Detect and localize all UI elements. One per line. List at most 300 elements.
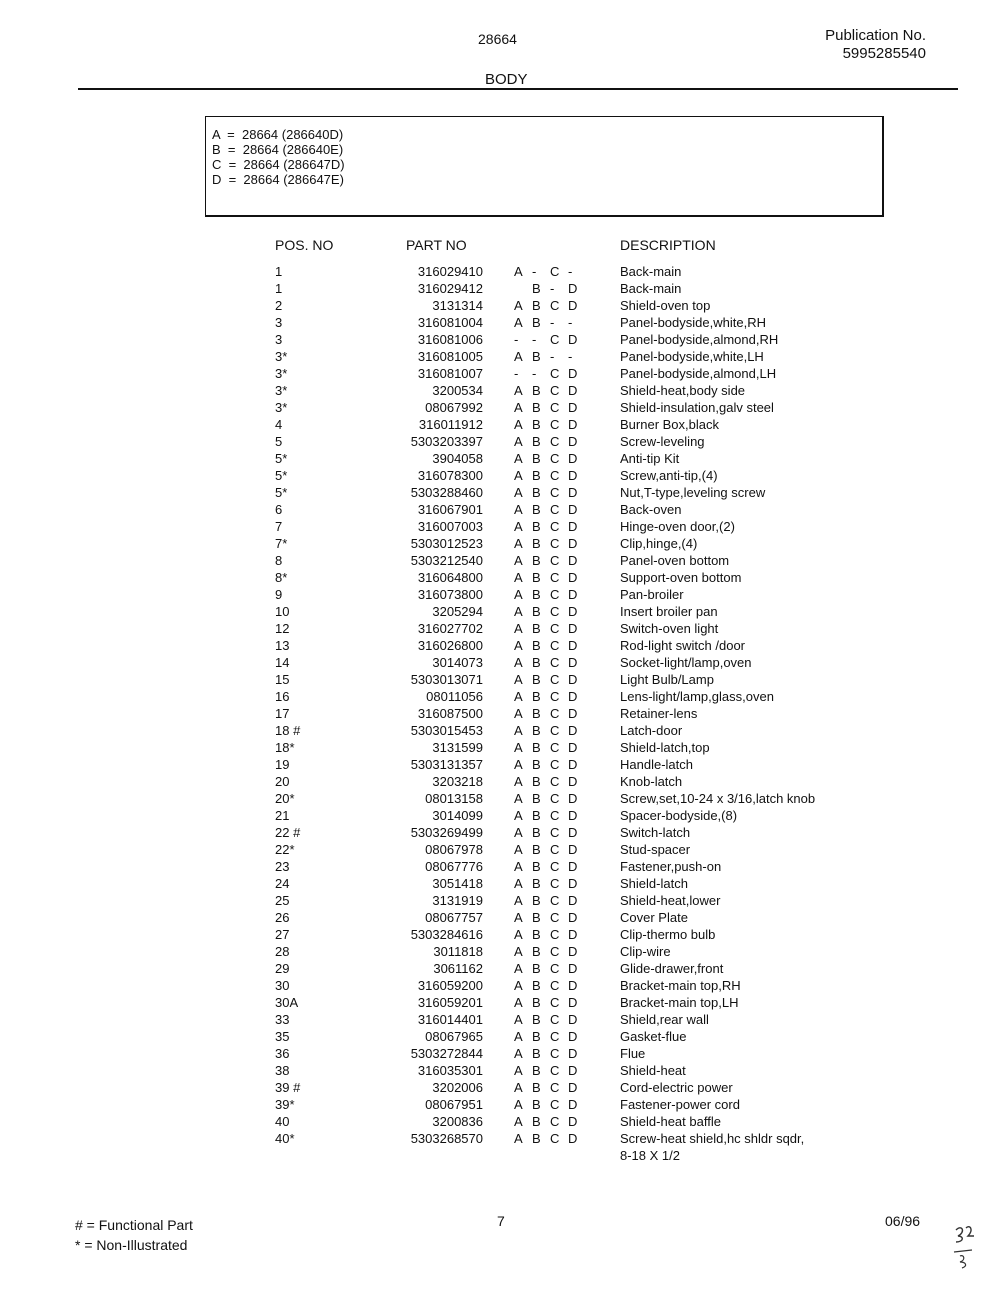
model-flag: C bbox=[550, 655, 560, 670]
model-flag: B bbox=[532, 706, 541, 721]
model-flag: D bbox=[568, 1012, 578, 1027]
part-description: Flue bbox=[620, 1046, 646, 1061]
model-flag: A bbox=[514, 791, 523, 806]
pos-number: 3* bbox=[275, 383, 288, 398]
model-flag: D bbox=[568, 910, 578, 925]
pos-number: 21 bbox=[275, 808, 290, 823]
model-flag: D bbox=[568, 842, 578, 857]
model-flag: A bbox=[514, 927, 523, 942]
part-description: Spacer-bodyside,(8) bbox=[620, 808, 738, 823]
non-illustrated-note: * = Non-Illustrated bbox=[75, 1237, 188, 1253]
part-description: Screw-leveling bbox=[620, 434, 705, 449]
model-flag: A bbox=[514, 1097, 523, 1112]
model-flag: C bbox=[550, 638, 560, 653]
model-flag: C bbox=[550, 417, 560, 432]
part-number: 3203218 bbox=[432, 774, 483, 789]
part-description: Cover Plate bbox=[620, 910, 688, 925]
model-flag: C bbox=[550, 1097, 560, 1112]
part-number: 3014099 bbox=[432, 808, 483, 823]
model-applicability bbox=[514, 433, 586, 450]
model-flag: C bbox=[550, 706, 560, 721]
part-description: Shield-heat baffle bbox=[620, 1114, 721, 1129]
part-number: 5303288460 bbox=[410, 485, 483, 500]
model-flag: D bbox=[568, 298, 578, 313]
model-flag: A bbox=[514, 825, 523, 840]
model-flag: A bbox=[514, 808, 523, 823]
model-applicability bbox=[514, 688, 586, 705]
model-flag: C bbox=[550, 1080, 560, 1095]
model-applicability bbox=[514, 297, 586, 314]
part-number: 5303203397 bbox=[410, 434, 483, 449]
table-row bbox=[0, 637, 1000, 654]
model-flag: D bbox=[568, 383, 578, 398]
model-flag: A bbox=[514, 1046, 523, 1061]
table-row bbox=[0, 1113, 1000, 1130]
model-flag: B bbox=[532, 961, 541, 976]
pos-number: 36 bbox=[275, 1046, 290, 1061]
model-flag: A bbox=[514, 740, 523, 755]
model-flag: C bbox=[550, 1131, 560, 1146]
model-flag: C bbox=[550, 825, 560, 840]
model-flag: D bbox=[568, 1046, 578, 1061]
model-flag: A bbox=[514, 944, 523, 959]
publication-number: 5995285540 bbox=[842, 45, 926, 62]
table-row bbox=[0, 1096, 1000, 1113]
model-applicability bbox=[514, 722, 586, 739]
model-flag: B bbox=[532, 1029, 541, 1044]
table-row bbox=[0, 875, 1000, 892]
model-flag: B bbox=[532, 1012, 541, 1027]
model-flag: B bbox=[532, 621, 541, 636]
model-applicability bbox=[514, 977, 586, 994]
table-row-continuation bbox=[0, 1147, 1000, 1164]
model-applicability bbox=[514, 1130, 586, 1147]
model-flag bbox=[514, 280, 532, 297]
model-applicability bbox=[514, 994, 586, 1011]
model-flag: B bbox=[532, 1046, 541, 1061]
pos-number: 33 bbox=[275, 1012, 290, 1027]
model-flag: D bbox=[568, 281, 578, 296]
model-flag: D bbox=[568, 366, 578, 381]
pos-number: 13 bbox=[275, 638, 290, 653]
model-flag: C bbox=[550, 383, 560, 398]
model-flag: B bbox=[532, 1097, 541, 1112]
part-description: Panel-bodyside,white,RH bbox=[620, 315, 766, 330]
model-flag: D bbox=[568, 859, 578, 874]
pos-number: 35 bbox=[275, 1029, 290, 1044]
part-description: Pan-broiler bbox=[620, 587, 684, 602]
model-flag: C bbox=[550, 298, 560, 313]
model-flag: C bbox=[550, 621, 560, 636]
pos-number: 18* bbox=[275, 740, 295, 755]
model-flag: A bbox=[514, 655, 523, 670]
part-number: 08067978 bbox=[425, 842, 483, 857]
part-number: 3202006 bbox=[432, 1080, 483, 1095]
part-description: Nut,T-type,leveling screw bbox=[620, 485, 766, 500]
model-flag: A bbox=[514, 1063, 523, 1078]
model-flag: A bbox=[514, 536, 523, 551]
model-flag: C bbox=[550, 366, 560, 381]
model-flag: B bbox=[532, 570, 541, 585]
model-flag: D bbox=[568, 587, 578, 602]
model-number: 28664 bbox=[478, 31, 517, 47]
model-applicability bbox=[514, 263, 586, 280]
model-flag: A bbox=[514, 672, 523, 687]
model-flag: B bbox=[532, 825, 541, 840]
part-description: Rod-light switch /door bbox=[620, 638, 745, 653]
part-description: Shield-heat,body side bbox=[620, 383, 746, 398]
part-description: Socket-light/lamp,oven bbox=[620, 655, 752, 670]
part-number: 5303284616 bbox=[410, 927, 483, 942]
model-flag: D bbox=[568, 1097, 578, 1112]
model-flag: C bbox=[550, 1046, 560, 1061]
model-flag: D bbox=[568, 825, 578, 840]
part-number: 5303272844 bbox=[410, 1046, 483, 1061]
model-flag: B bbox=[532, 927, 541, 942]
model-flag: C bbox=[550, 927, 560, 942]
part-number: 316073800 bbox=[417, 587, 483, 602]
pos-number: 39 # bbox=[275, 1080, 301, 1095]
part-number: 316026800 bbox=[417, 638, 483, 653]
model-flag: B bbox=[532, 502, 541, 517]
column-header-part: PART NO bbox=[406, 237, 467, 253]
model-applicability bbox=[514, 603, 586, 620]
table-row bbox=[0, 722, 1000, 739]
section-title: BODY bbox=[485, 71, 528, 88]
model-applicability bbox=[514, 535, 586, 552]
model-flag: D bbox=[568, 1029, 578, 1044]
model-flag: D bbox=[568, 774, 578, 789]
legend-line-a: A = 28664 (286640D) bbox=[212, 127, 344, 142]
model-flag: D bbox=[568, 791, 578, 806]
pos-number: 9 bbox=[275, 587, 283, 602]
pos-number: 6 bbox=[275, 502, 283, 517]
model-flag: B bbox=[532, 808, 541, 823]
pos-number: 28 bbox=[275, 944, 290, 959]
part-number: 5303015453 bbox=[410, 723, 483, 738]
handwritten-mark bbox=[950, 1222, 980, 1272]
model-flag: C bbox=[550, 740, 560, 755]
model-applicability bbox=[514, 960, 586, 977]
part-description-continued: 8-18 X 1/2 bbox=[620, 1148, 680, 1163]
table-row bbox=[0, 705, 1000, 722]
model-applicability bbox=[514, 620, 586, 637]
part-description: Clip-wire bbox=[620, 944, 671, 959]
model-flag: A bbox=[514, 400, 523, 415]
model-flag: B bbox=[532, 587, 541, 602]
model-flag: B bbox=[532, 978, 541, 993]
model-flag: B bbox=[532, 349, 541, 364]
table-row bbox=[0, 926, 1000, 943]
part-description: Handle-latch bbox=[620, 757, 693, 772]
table-row bbox=[0, 382, 1000, 399]
model-flag: A bbox=[514, 434, 523, 449]
model-flag: B bbox=[532, 298, 541, 313]
part-number: 08067776 bbox=[425, 859, 483, 874]
model-flag: C bbox=[550, 570, 560, 585]
table-row bbox=[0, 909, 1000, 926]
model-flag: D bbox=[568, 893, 578, 908]
table-row bbox=[0, 858, 1000, 875]
part-description: Glide-drawer,front bbox=[620, 961, 724, 976]
model-flag: - bbox=[550, 281, 555, 296]
model-flag: C bbox=[550, 468, 560, 483]
table-row bbox=[0, 399, 1000, 416]
table-row bbox=[0, 790, 1000, 807]
part-description: Screw-heat shield,hc shldr sqdr, bbox=[620, 1131, 805, 1146]
model-flag: C bbox=[550, 995, 560, 1010]
table-row bbox=[0, 297, 1000, 314]
part-number: 316067901 bbox=[417, 502, 483, 517]
part-number: 316081006 bbox=[417, 332, 483, 347]
model-flag: B bbox=[532, 893, 541, 908]
pos-number: 10 bbox=[275, 604, 290, 619]
model-flag: C bbox=[550, 723, 560, 738]
pos-number: 39* bbox=[275, 1097, 295, 1112]
part-number: 08067992 bbox=[425, 400, 483, 415]
model-flag: A bbox=[514, 604, 523, 619]
table-row bbox=[0, 603, 1000, 620]
table-row bbox=[0, 569, 1000, 586]
model-flag: B bbox=[532, 451, 541, 466]
pos-number: 3 bbox=[275, 332, 283, 347]
model-applicability bbox=[514, 1028, 586, 1045]
model-flag: A bbox=[514, 417, 523, 432]
table-row bbox=[0, 1130, 1000, 1147]
table-row bbox=[0, 977, 1000, 994]
model-applicability bbox=[514, 637, 586, 654]
model-flag: C bbox=[550, 859, 560, 874]
part-number: 316035301 bbox=[417, 1063, 483, 1078]
model-flag: D bbox=[568, 944, 578, 959]
model-flag: D bbox=[568, 876, 578, 891]
parts-table bbox=[0, 263, 1000, 1164]
model-flag: C bbox=[550, 264, 560, 279]
model-flag: B bbox=[532, 519, 541, 534]
model-flag: A bbox=[514, 1080, 523, 1095]
table-row bbox=[0, 824, 1000, 841]
model-flag: C bbox=[550, 1029, 560, 1044]
model-flag: - bbox=[532, 366, 537, 381]
part-description: Latch-door bbox=[620, 723, 683, 738]
model-legend bbox=[212, 127, 345, 187]
model-flag: A bbox=[514, 451, 523, 466]
model-applicability bbox=[514, 416, 586, 433]
table-row bbox=[0, 841, 1000, 858]
part-description: Fastener-power cord bbox=[620, 1097, 740, 1112]
model-applicability bbox=[514, 926, 586, 943]
model-applicability bbox=[514, 705, 586, 722]
part-description: Shield-insulation,galv steel bbox=[620, 400, 774, 415]
model-flag: B bbox=[532, 1114, 541, 1129]
model-flag: A bbox=[514, 468, 523, 483]
part-description: Panel-bodyside,almond,LH bbox=[620, 366, 777, 381]
model-flag: D bbox=[568, 995, 578, 1010]
model-applicability bbox=[514, 841, 586, 858]
table-row bbox=[0, 807, 1000, 824]
pos-number: 22 # bbox=[275, 825, 301, 840]
part-description: Screw,set,10-24 x 3/16,latch knob bbox=[620, 791, 816, 806]
model-flag: C bbox=[550, 1114, 560, 1129]
model-flag: B bbox=[532, 842, 541, 857]
table-row bbox=[0, 263, 1000, 280]
model-flag: - bbox=[568, 264, 573, 279]
model-applicability bbox=[514, 773, 586, 790]
model-flag: D bbox=[568, 621, 578, 636]
model-flag: D bbox=[568, 1114, 578, 1129]
table-row bbox=[0, 586, 1000, 603]
model-flag: B bbox=[532, 740, 541, 755]
model-flag: C bbox=[550, 791, 560, 806]
table-row bbox=[0, 620, 1000, 637]
model-flag: A bbox=[514, 264, 523, 279]
model-flag: D bbox=[568, 332, 578, 347]
table-row bbox=[0, 773, 1000, 790]
model-flag: A bbox=[514, 910, 523, 925]
part-description: Burner Box,black bbox=[620, 417, 719, 432]
part-description: Shield-oven top bbox=[620, 298, 711, 313]
model-flag: - bbox=[568, 349, 573, 364]
part-number: 316007003 bbox=[417, 519, 483, 534]
model-flag: C bbox=[550, 332, 560, 347]
model-flag: A bbox=[514, 638, 523, 653]
pos-number: 30A bbox=[275, 995, 299, 1010]
table-row bbox=[0, 1062, 1000, 1079]
model-flag: A bbox=[514, 689, 523, 704]
model-flag: D bbox=[568, 757, 578, 772]
model-flag: B bbox=[532, 791, 541, 806]
model-flag: A bbox=[514, 1029, 523, 1044]
pos-number: 24 bbox=[275, 876, 290, 891]
part-number: 316029410 bbox=[417, 264, 483, 279]
part-description: Panel-bodyside,white,LH bbox=[620, 349, 764, 364]
table-row bbox=[0, 943, 1000, 960]
model-flag: B bbox=[532, 1080, 541, 1095]
table-row bbox=[0, 433, 1000, 450]
part-description: Gasket-flue bbox=[620, 1029, 687, 1044]
header-rule bbox=[78, 88, 958, 90]
model-applicability bbox=[514, 790, 586, 807]
model-applicability bbox=[514, 450, 586, 467]
model-applicability bbox=[514, 331, 586, 348]
model-flag: B bbox=[532, 774, 541, 789]
model-applicability bbox=[514, 909, 586, 926]
model-flag: D bbox=[568, 978, 578, 993]
model-applicability bbox=[514, 943, 586, 960]
model-flag: A bbox=[514, 706, 523, 721]
part-number: 5303268570 bbox=[410, 1131, 483, 1146]
part-description: Shield-latch bbox=[620, 876, 688, 891]
part-description: Support-oven bottom bbox=[620, 570, 742, 585]
model-flag: D bbox=[568, 434, 578, 449]
part-number: 5303269499 bbox=[410, 825, 483, 840]
model-flag: A bbox=[514, 859, 523, 874]
pos-number: 20* bbox=[275, 791, 295, 806]
model-flag: C bbox=[550, 553, 560, 568]
model-flag: B bbox=[532, 553, 541, 568]
model-flag: C bbox=[550, 502, 560, 517]
model-flag: - bbox=[568, 315, 573, 330]
model-applicability bbox=[514, 484, 586, 501]
table-row bbox=[0, 365, 1000, 382]
model-flag: A bbox=[514, 553, 523, 568]
part-description: Cord-electric power bbox=[620, 1080, 733, 1095]
model-flag: B bbox=[532, 689, 541, 704]
model-flag: A bbox=[514, 502, 523, 517]
model-flag: A bbox=[514, 774, 523, 789]
part-number: 3200534 bbox=[432, 383, 483, 398]
model-flag: D bbox=[568, 1080, 578, 1095]
part-number: 3200836 bbox=[432, 1114, 483, 1129]
model-flag: D bbox=[568, 502, 578, 517]
model-applicability bbox=[514, 314, 586, 331]
model-flag: C bbox=[550, 910, 560, 925]
pos-number: 23 bbox=[275, 859, 290, 874]
model-applicability bbox=[514, 399, 586, 416]
model-applicability bbox=[514, 348, 586, 365]
pos-number: 18 # bbox=[275, 723, 301, 738]
part-number: 08067951 bbox=[425, 1097, 483, 1112]
model-applicability bbox=[514, 280, 586, 297]
pos-number: 20 bbox=[275, 774, 290, 789]
model-flag: C bbox=[550, 774, 560, 789]
model-flag: B bbox=[532, 400, 541, 415]
model-flag: D bbox=[568, 706, 578, 721]
model-flag: C bbox=[550, 978, 560, 993]
part-number: 316078300 bbox=[417, 468, 483, 483]
model-flag: A bbox=[514, 978, 523, 993]
part-number: 316011912 bbox=[418, 417, 483, 432]
part-description: Shield-heat bbox=[620, 1063, 686, 1078]
model-flag: C bbox=[550, 944, 560, 959]
pos-number: 27 bbox=[275, 927, 290, 942]
model-applicability bbox=[514, 1113, 586, 1130]
pos-number: 4 bbox=[275, 417, 283, 432]
model-flag: C bbox=[550, 434, 560, 449]
part-description: Back-main bbox=[620, 264, 682, 279]
table-row bbox=[0, 688, 1000, 705]
model-flag: B bbox=[532, 468, 541, 483]
pos-number: 3* bbox=[275, 349, 288, 364]
model-flag: C bbox=[550, 808, 560, 823]
model-flag: C bbox=[550, 451, 560, 466]
model-applicability bbox=[514, 807, 586, 824]
part-description: Shield-heat,lower bbox=[620, 893, 721, 908]
publication-label: Publication No. bbox=[825, 27, 926, 44]
model-flag: B bbox=[532, 281, 541, 296]
model-flag: B bbox=[532, 944, 541, 959]
model-flag: - bbox=[532, 332, 537, 347]
column-header-description: DESCRIPTION bbox=[620, 237, 716, 253]
pos-number: 2 bbox=[275, 298, 283, 313]
table-row bbox=[0, 501, 1000, 518]
table-row bbox=[0, 467, 1000, 484]
part-description: Anti-tip Kit bbox=[620, 451, 680, 466]
model-flag: D bbox=[568, 723, 578, 738]
model-flag: D bbox=[568, 451, 578, 466]
table-row bbox=[0, 331, 1000, 348]
part-description: Back-oven bbox=[620, 502, 682, 517]
model-flag: C bbox=[550, 961, 560, 976]
model-applicability bbox=[514, 586, 586, 603]
model-applicability bbox=[514, 1079, 586, 1096]
model-flag: B bbox=[532, 638, 541, 653]
pos-number: 25 bbox=[275, 893, 290, 908]
part-description: Back-main bbox=[620, 281, 682, 296]
model-applicability bbox=[514, 892, 586, 909]
part-description: Clip,hinge,(4) bbox=[620, 536, 698, 551]
part-number: 08067965 bbox=[425, 1029, 483, 1044]
